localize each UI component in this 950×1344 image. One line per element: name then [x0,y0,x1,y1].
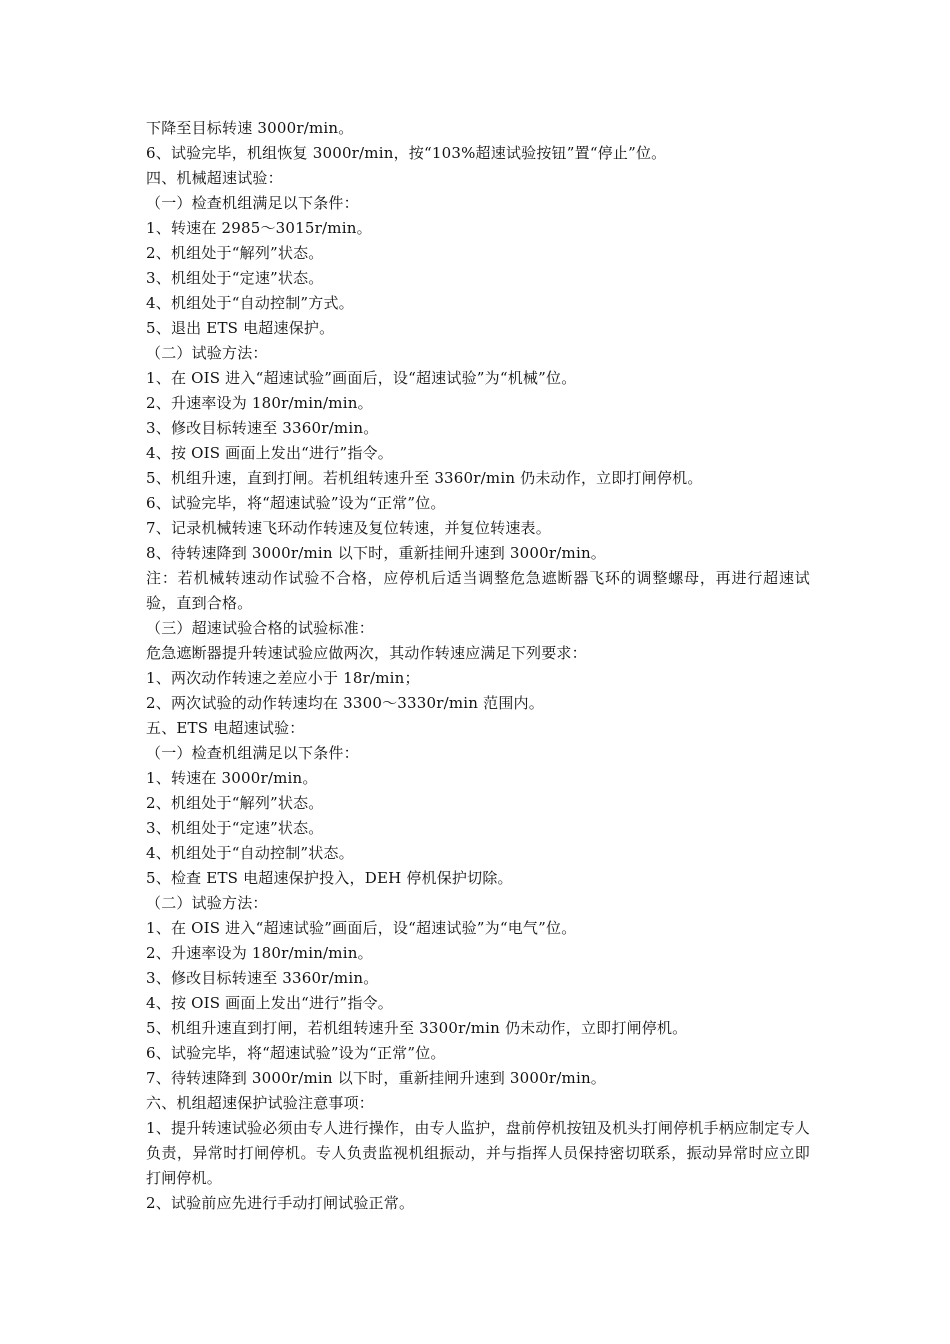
list-item: 5、退出 ETS 电超速保护。 [146,319,335,337]
text-line: 危急遮断器提升转速试验应做两次，其动作转速应满足下列要求： [146,644,587,662]
note-paragraph: 注：若机械转速动作试验不合格，应停机后适当调整危急遮断器飞环的调整螺母，再进行超速试验，直到合格。 [146,569,810,612]
list-item: 8、待转速降到 3000r/min 以下时，重新挂闸升速到 3000r/min。 [146,544,607,562]
list-item: 3、机组处于“定速”状态。 [146,819,324,837]
list-item: 4、按 OIS 画面上发出“进行”指令。 [146,444,393,462]
list-item: 3、机组处于“定速”状态。 [146,269,324,287]
subsection-heading: （二）试验方法： [146,344,268,362]
list-item: 4、机组处于“自动控制”状态。 [146,844,354,862]
list-item: 2、升速率设为 180r/min/min。 [146,394,373,412]
list-item: 1、在 OIS 进入“超速试验”画面后，设“超速试验”为“电气”位。 [146,919,577,937]
section-heading: 五、ETS 电超速试验： [146,719,305,737]
text-line: 下降至目标转速 3000r/min。 [146,119,354,137]
list-item: 7、待转速降到 3000r/min 以下时，重新挂闸升速到 3000r/min。 [146,1069,607,1087]
section-heading: 六、机组超速保护试验注意事项： [146,1094,375,1112]
list-item: 5、机组升速，直到打闸。若机组转速升至 3360r/min 仍未动作，立即打闸停机。 [146,469,703,487]
list-item: 1、转速在 2985～3015r/min。 [146,219,372,237]
list-item: 2、机组处于“解列”状态。 [146,794,324,812]
subsection-heading: （二）试验方法： [146,894,268,912]
subsection-heading: （一）检查机组满足以下条件： [146,744,359,762]
list-item: 1、两次动作转速之差应小于 18r/min； [146,669,420,687]
document-body [146,116,810,1216]
list-item: 2、机组处于“解列”状态。 [146,244,324,262]
list-item: 3、修改目标转速至 3360r/min。 [146,969,379,987]
text-line: 6、试验完毕，机组恢复 3000r/min，按“103%超速试验按钮”置“停止”位。 [146,144,667,162]
subsection-heading: （一）检查机组满足以下条件： [146,194,359,212]
list-item: 4、机组处于“自动控制”方式。 [146,294,354,312]
list-item: 1、转速在 3000r/min。 [146,769,318,787]
list-item: 2、升速率设为 180r/min/min。 [146,944,373,962]
list-item-paragraph: 1、提升转速试验必须由专人进行操作，由专人监护，盘前停机按钮及机头打闸停机手柄应制定专人负责，异常时打闸停机。专人负责监视机组振动，并与指挥人员保持密切联系，振动异常时应立即打闸停机。 [146,1119,810,1187]
subsection-heading: （三）超速试验合格的试验标准： [146,619,375,637]
list-item: 1、在 OIS 进入“超速试验”画面后，设“超速试验”为“机械”位。 [146,369,577,387]
list-item: 7、记录机械转速飞环动作转速及复位转速，并复位转速表。 [146,519,551,537]
section-heading: 四、机械超速试验： [146,169,283,187]
list-item: 2、两次试验的动作转速均在 3300～3330r/min 范围内。 [146,694,544,712]
list-item: 5、检查 ETS 电超速保护投入，DEH 停机保护切除。 [146,869,513,887]
list-item: 3、修改目标转速至 3360r/min。 [146,419,379,437]
list-item: 5、机组升速直到打闸，若机组转速升至 3300r/min 仍未动作，立即打闸停机。 [146,1019,688,1037]
list-item: 2、试验前应先进行手动打闸试验正常。 [146,1194,415,1212]
list-item: 4、按 OIS 画面上发出“进行”指令。 [146,994,393,1012]
list-item: 6、试验完毕，将“超速试验”设为“正常”位。 [146,1044,446,1062]
list-item: 6、试验完毕，将“超速试验”设为“正常”位。 [146,494,446,512]
